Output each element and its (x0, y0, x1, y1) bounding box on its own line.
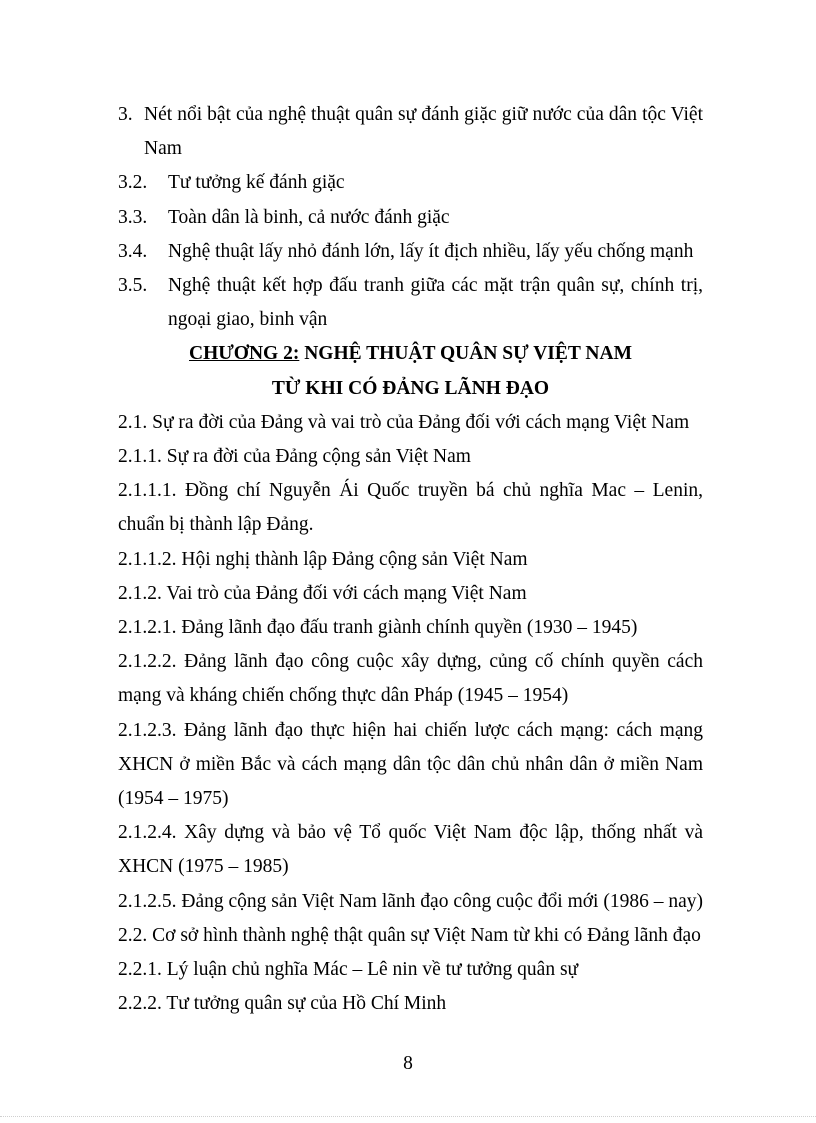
toc-entry: 2.1.2.1. Đảng lãnh đạo đấu tranh giành chính quyền (1930 – 1945) (118, 617, 638, 639)
toc-item-text: Nét nổi bật của nghệ thuật quân sự đánh giặc giữ nước của dân tộc Việt Nam (144, 104, 703, 160)
toc-item-number: 3.4. (118, 240, 148, 262)
chapter-heading-line-2: TỪ KHI CÓ ĐẢNG LÃNH ĐẠO (271, 377, 550, 399)
toc-item-3-4 (118, 235, 703, 269)
toc-item-3-2 (118, 166, 703, 200)
toc-item-number: 3. (118, 104, 133, 125)
toc-item-text: Nghệ thuật kết hợp đấu tranh giữa các mặt trận quân sự, chính trị, ngoại giao, binh vận (168, 275, 703, 331)
toc-entry: 2.1.2.4. Xây dựng và bảo vệ Tổ quốc Việt Nam độc lập, thống nhất và XHCN (1975 – 1985) (118, 822, 703, 878)
toc-entry: 2.1.1.1. Đồng chí Nguyễn Ái Quốc truyền bá chủ nghĩa Mac – Lenin, chuẩn bị thành lập Đảng. (118, 480, 703, 536)
chapter-title-part-1: NGHỆ THUẬT QUÂN SỰ VIỆT NAM (299, 343, 632, 365)
toc-entry: 2.1.1. Sự ra đời của Đảng cộng sản Việt Nam (118, 446, 471, 468)
toc-entry: 2.2. Cơ sở hình thành nghệ thật quân sự Việt Nam từ khi có Đảng lãnh đạo (118, 924, 701, 946)
chapter-label: CHƯƠNG 2: (189, 343, 300, 365)
toc-item-3-3 (118, 201, 703, 235)
toc-item-text: Toàn dân là binh, cả nước đánh giặc (168, 206, 450, 228)
toc-entry: 2.1. Sự ra đời của Đảng và vai trò của Đảng đối với cách mạng Việt Nam (118, 411, 690, 433)
toc-entry: 2.2.2. Tư tưởng quân sự của Hồ Chí Minh (118, 993, 447, 1015)
toc-entry: 2.1.2.5. Đảng cộng sản Việt Nam lãnh đạo công cuộc đổi mới (1986 – nay) (118, 890, 703, 912)
toc-item-number: 3.3. (118, 206, 148, 228)
toc-item-text: Nghệ thuật lấy nhỏ đánh lớn, lấy ít địch nhiều, lấy yếu chống mạnh (168, 240, 694, 262)
toc-entry: 2.1.2.3. Đảng lãnh đạo thực hiện hai chiến lược cách mạng: cách mạng XHCN ở miền Bắc và cách mạng dân tộc dân chủ nhân dân ở miền Nam (1954 – 1975) (118, 719, 703, 810)
table-of-contents (118, 98, 703, 1021)
toc-entry: 2.1.2. Vai trò của Đảng đối với cách mạng Việt Nam (118, 582, 527, 604)
toc-item-3 (118, 98, 703, 166)
toc-item-number: 3.5. (118, 275, 148, 297)
toc-entry: 2.1.2.2. Đảng lãnh đạo công cuộc xây dựng, củng cố chính quyền cách mạng và kháng chiến chống thực dân Pháp (1945 – 1954) (118, 651, 703, 707)
toc-item-3-5 (118, 269, 703, 337)
page-bottom-divider (0, 1116, 816, 1117)
chapter-heading-line-1 (118, 337, 703, 371)
toc-entry: 2.2.1. Lý luận chủ nghĩa Mác – Lê nin về tư tưởng quân sự (118, 959, 579, 981)
toc-item-number: 3.2. (118, 172, 148, 194)
toc-item-text: Tư tưởng kế đánh giặc (168, 172, 345, 194)
page-number: 8 (403, 1053, 413, 1074)
toc-entry: 2.1.1.2. Hội nghị thành lập Đảng cộng sản Việt Nam (118, 548, 528, 570)
